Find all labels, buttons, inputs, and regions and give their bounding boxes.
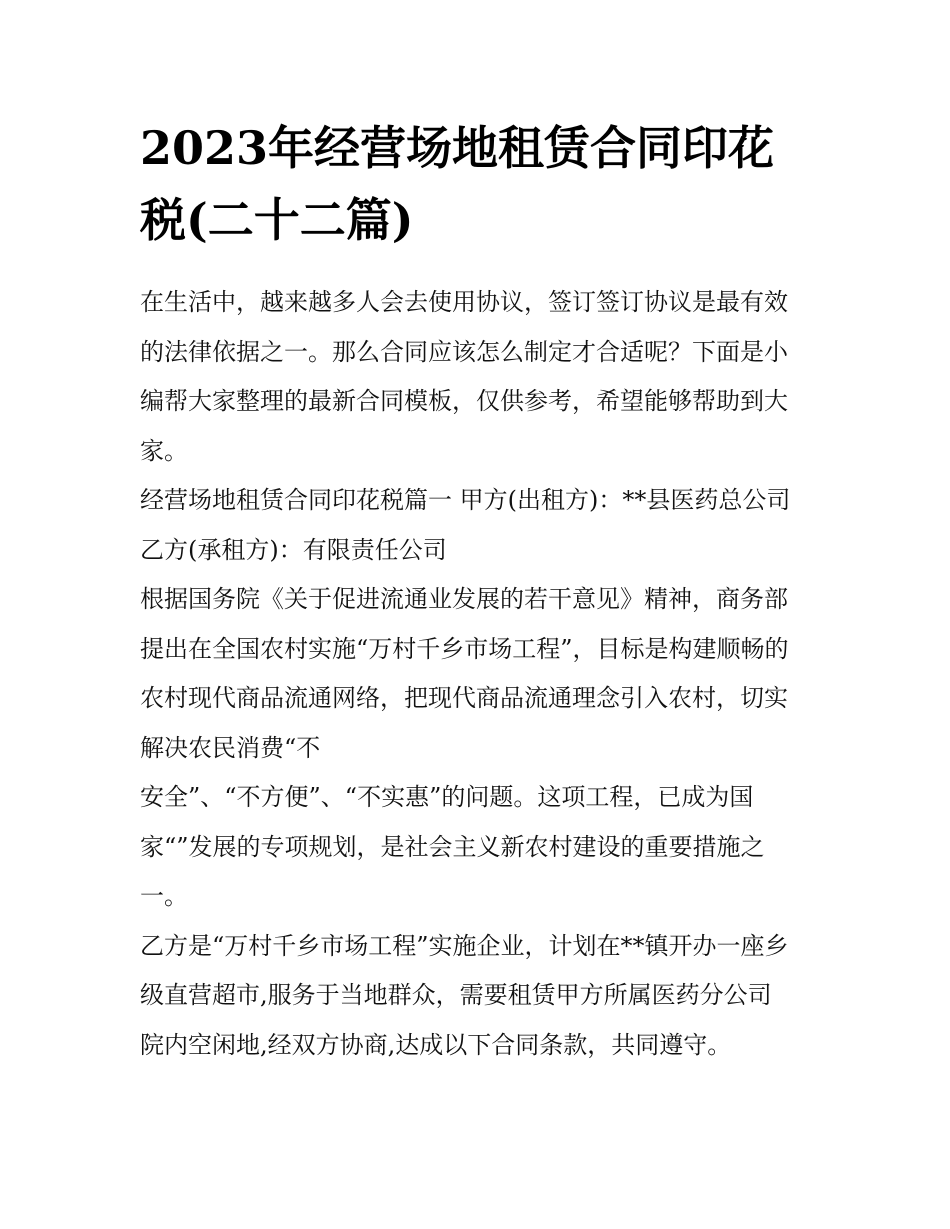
body-line: 编帮大家整理的最新合同模板，仅供参考，希望能够帮助到大 xyxy=(140,387,788,415)
body-line: 家“”发展的专项规划，是社会主义新农村建设的重要措施之 xyxy=(140,832,765,861)
body-line: 根据国务院《关于促进流通业发展的若干意见》精神，商务部 xyxy=(140,585,788,613)
document-body xyxy=(140,278,815,1070)
body-line: 农村现代商品流通网络，把现代商品流通理念引入农村，切实 xyxy=(140,684,788,712)
body-line: 的法律依据之一。那么合同应该怎么制定才合适呢？下面是小 xyxy=(140,337,788,366)
title-line: 2023年经营场地租赁合同印花 xyxy=(140,121,775,175)
body-line: 乙方是“万村千乡市场工程”实施企业，计划在**镇开办一座乡 xyxy=(140,931,789,960)
document-title xyxy=(140,112,815,256)
body-line: 家。 xyxy=(140,436,188,465)
body-line: 一。 xyxy=(140,882,188,910)
body-line: 经营场地租赁合同印花税篇一 甲方(出租方)：**县医药总公司 xyxy=(140,486,791,514)
body-line: 乙方(承租方)：有限责任公司 xyxy=(140,535,447,564)
body-line: 提出在全国农村实施“万村千乡市场工程”，目标是构建顺畅的 xyxy=(140,634,789,663)
body-line: 解决农民消费“不 xyxy=(140,733,321,762)
body-line: 在生活中，越来越多人会去使用协议，签订签订协议是最有效 xyxy=(140,288,788,316)
body-line: 院内空闲地,经双方协商,达成以下合同条款，共同遵守。 xyxy=(140,1030,732,1059)
title-line: 税(二十二篇) xyxy=(140,193,414,247)
body-line: 级直营超市,服务于当地群众，需要租赁甲方所属医药分公司 xyxy=(140,981,772,1009)
document-content xyxy=(140,112,815,1070)
body-line: 安全”、“不方便”、“不实惠”的问题。这项工程，已成为国 xyxy=(140,783,754,811)
